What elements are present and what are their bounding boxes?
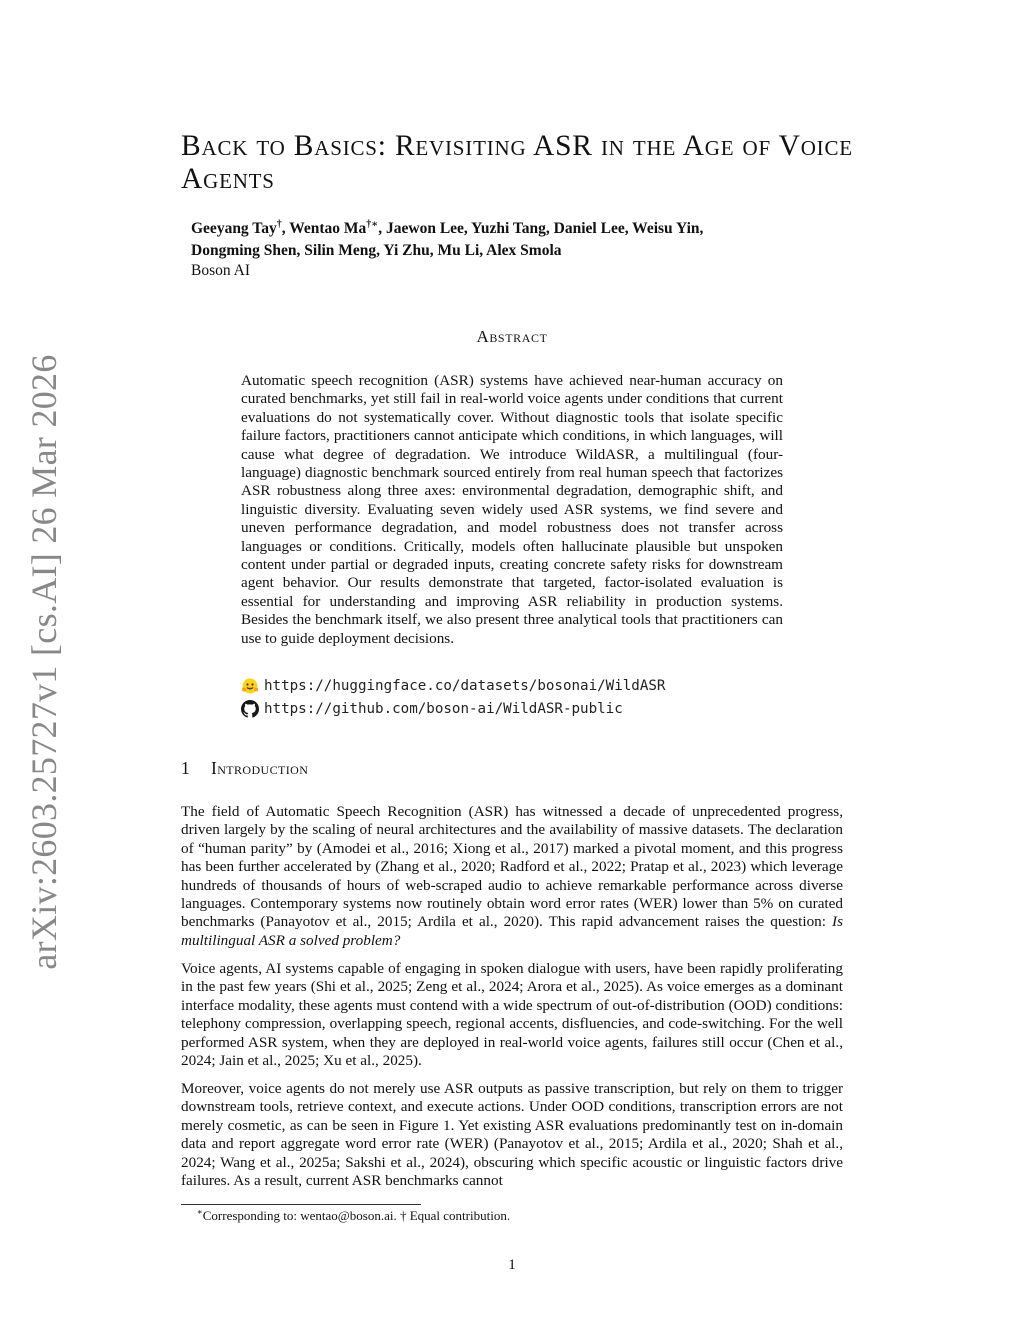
huggingface-icon	[241, 677, 259, 695]
paragraph-text: The field of Automatic Speech Recognition (ASR) has witnessed a decade of unprecedented progress, driven largely by the scaling of neural architectures and the availability of massive datasets. The declaration of “human parity” by (Amodei et al., 2016; Xiong et al., 2017) marked a pivotal moment, and this progress has been further accelerated by (Zhang et al., 2020; Radford et al., 2022; Pratap et al., 2023) which leverage hundreds of thousands of hours of web-scraped audio to achieve remarkable performance across diverse languages. Contemporary systems now routinely obtain word error rates (WER) lower than 5% on curated benchmarks (Panayotov et al., 2015; Ardila et al., 2020). This rapid advancement raises the question:	[181, 803, 843, 931]
abstract-heading: Abstract	[476, 327, 548, 346]
page-number: 1	[508, 1257, 516, 1273]
author-names: Dongming Shen, Silin Meng, Yi Zhu, Mu Li, Alex Smola	[191, 242, 562, 259]
dataset-link[interactable]	[241, 675, 665, 697]
equal-contribution-marker: †	[276, 218, 282, 230]
research-question: Is multilingual ASR a solved problem?	[181, 913, 843, 949]
footnote-text: Corresponding to: wentao@boson.ai. † Equal contribution.	[202, 1208, 511, 1223]
intro-paragraph-3: Moreover, voice agents do not merely use ASR outputs as passive transcription, but rely on them to trigger downstream tools, retrieve context, and execute actions. Under OOD conditions, transcription errors are not merely cosmetic, as can be seen in Figure 1. Yet existing ASR evaluations predominantly test on in-domain data and report aggregate word error rate (WER) (Panayotov et al., 2015; Ardila et al., 2020; Shah et al., 2024; Wang et al., 2025a; Sakshi et al., 2024), obscuring which specific acoustic or linguistic factors drive failures. As a result, current ASR benchmarks cannot	[181, 1080, 843, 1190]
code-repository-link[interactable]	[241, 698, 623, 720]
section-number: 1	[181, 758, 191, 778]
corresponding-marker: †∗	[366, 218, 379, 230]
footnote-marker: ∗	[197, 1206, 203, 1217]
affiliation: Boson AI	[191, 262, 250, 279]
section-title: Introduction	[211, 758, 309, 778]
arxiv-identifier-stamp: arXiv:2603.25727v1 [cs.AI] 26 Mar 2026	[24, 354, 64, 970]
author-names: , Jaewon Lee, Yuzhi Tang, Daniel Lee, Weisu Yin,	[378, 220, 704, 237]
paper-title: Back to Basics: Revisiting ASR in the Age of Voice Agents	[181, 130, 853, 195]
github-icon	[241, 700, 259, 718]
author-list	[191, 218, 831, 262]
section-heading-introduction	[181, 758, 308, 779]
repository-url[interactable]: https://github.com/boson-ai/WildASR-public	[264, 701, 623, 717]
footnote	[197, 1208, 510, 1224]
intro-paragraph-1	[181, 803, 843, 950]
author-name: Geeyang Tay	[191, 220, 277, 237]
abstract-text: Automatic speech recognition (ASR) systems have achieved near-human accuracy on curated benchmarks, yet still fail in real-world voice agents under conditions that current evaluations do not systematically cover. Without diagnostic tools that isolate specific failure factors, practitioners cannot anticipate which conditions, in which languages, will cause what degree of degradation. We introduce WildASR, a multilingual (four-language) diagnostic benchmark sourced entirely from real human speech that factorizes ASR robustness along three axes: environmental degradation, demographic shift, and linguistic diversity. Evaluating seven widely used ASR systems, we find severe and uneven performance degradation, and model robustness does not transfer across languages or conditions. Critically, models often hallucinate plausible but unspoken content under partial or degraded inputs, creating concrete safety risks for downstream agent behavior. Our results demonstrate that targeted, factor-isolated evaluation is essential for understanding and improving ASR reliability in production systems. Besides the benchmark itself, we also present three analytical tools that practitioners can use to guide deployment decisions.	[241, 372, 783, 647]
intro-paragraph-2: Voice agents, AI systems capable of engaging in spoken dialogue with users, have been rapidly proliferating in the past few years (Shi et al., 2025; Zeng et al., 2024; Arora et al., 2025). As voice emerges as a dominant interface modality, these agents must contend with a wide spectrum of out-of-distribution (OOD) conditions: telephony compression, overlapping speech, regional accents, disfluencies, and code-switching. For the well performed ASR system, when they are deployed in real-world voice agents, failures still occur (Chen et al., 2024; Jain et al., 2025; Xu et al., 2025).	[181, 960, 843, 1070]
author-name: , Wentao Ma	[281, 220, 367, 237]
footnote-divider	[181, 1204, 421, 1205]
dataset-url[interactable]: https://huggingface.co/datasets/bosonai/WildASR	[264, 678, 666, 694]
